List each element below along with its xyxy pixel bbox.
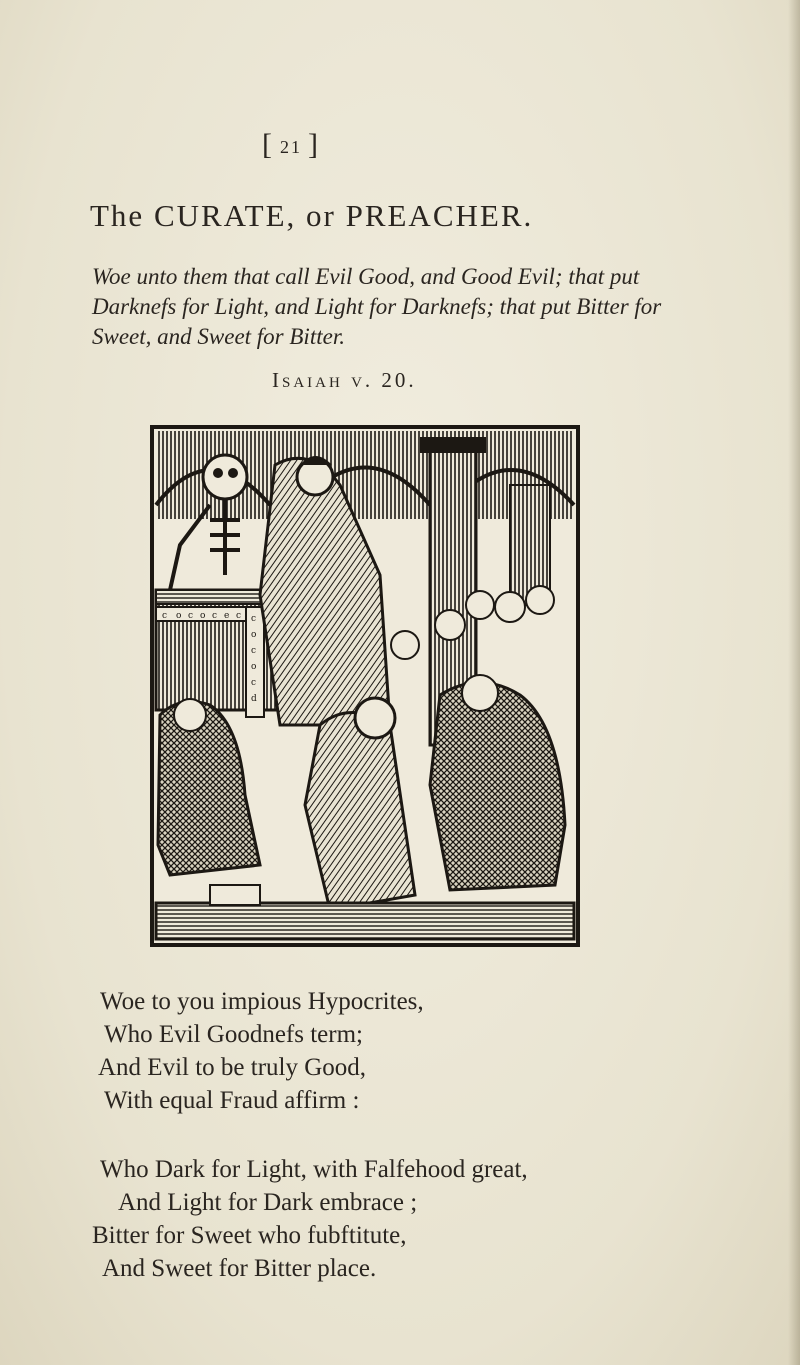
poem-line: With equal Fraud affirm : xyxy=(104,1087,360,1114)
poem-stanza-1 xyxy=(100,985,424,1117)
poem-line: Woe to you impious Hypocrites, xyxy=(100,988,424,1015)
svg-text:c: c xyxy=(251,614,257,624)
poem-line: Bitter for Sweet who fubftitute, xyxy=(92,1222,407,1249)
skeleton-skull xyxy=(203,455,247,499)
svg-text:o: o xyxy=(176,611,182,621)
page-title: The CURATE, or PREACHER. xyxy=(90,198,534,233)
svg-text:c: c xyxy=(236,611,242,621)
poem-line: And Sweet for Bitter place. xyxy=(102,1255,377,1282)
svg-text:d: d xyxy=(251,694,257,704)
poem-line: And Evil to be truly Good, xyxy=(98,1054,367,1081)
poem-line: Who Dark for Light, with Falfehood great, xyxy=(100,1156,528,1183)
svg-text:c: c xyxy=(188,611,194,621)
svg-text:o: o xyxy=(251,630,257,640)
svg-text:c: c xyxy=(162,611,168,621)
page-number-value: 21 xyxy=(280,136,302,157)
epigraph-reference: Isaiah v. 20. xyxy=(272,368,417,392)
svg-text:e: e xyxy=(224,611,230,621)
poem-stanza-2 xyxy=(92,1153,528,1285)
right-bracket: ] xyxy=(308,128,320,161)
page-number xyxy=(262,128,320,162)
svg-text:c: c xyxy=(212,611,218,621)
congregation-heads xyxy=(435,610,465,640)
epigraph-text: Woe unto them that call Evil Good, and Good Evil; that put Darknefs for Light, and Light for Darknefs; that put Bitter for Sweet, and Sweet for Bitter. xyxy=(92,264,662,349)
svg-text:c: c xyxy=(251,646,257,656)
svg-text:o: o xyxy=(251,662,257,672)
left-bracket: [ xyxy=(262,128,274,161)
svg-text:o: o xyxy=(200,611,206,621)
floor xyxy=(156,903,574,939)
page-edge-shadow xyxy=(788,0,800,1365)
poem-line: Who Evil Goodnefs term; xyxy=(104,1021,363,1048)
woodcut-illustration xyxy=(150,425,580,947)
svg-text:c: c xyxy=(251,678,257,688)
poem-line: And Light for Dark embrace ; xyxy=(118,1189,418,1216)
